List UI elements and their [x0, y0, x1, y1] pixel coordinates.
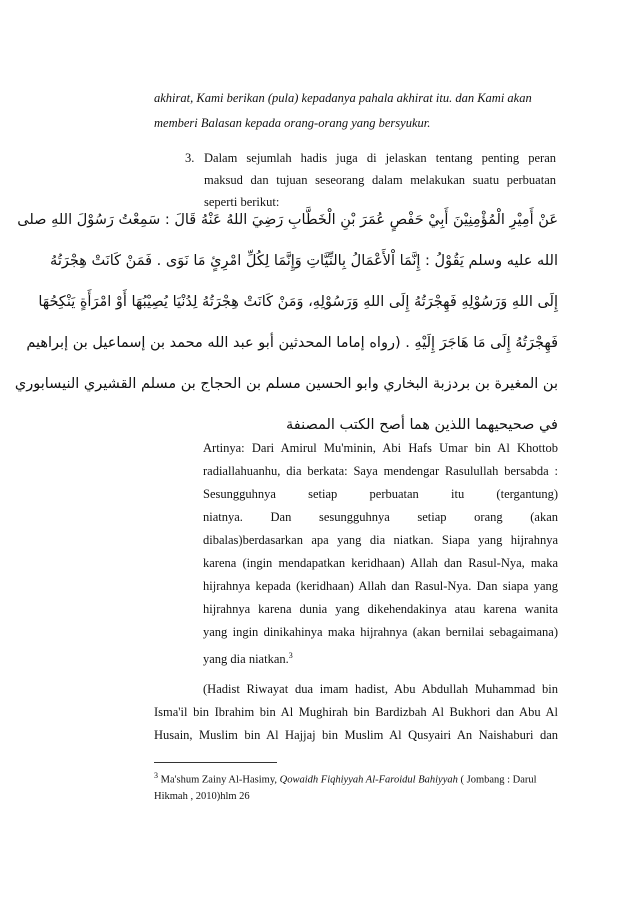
footnote-line-1 — [154, 768, 564, 789]
translation-line: niatnya. Dan sesungguhnya setiap orang (akan — [203, 510, 558, 524]
translation-line: Artinya: Dari Amirul Mu'minin, Abi Hafs Umar bin Al Khottob — [203, 441, 558, 455]
arabic-line-3: إِلَى اللهِ وَرَسُوْلِهِ فَهِجْرَتُهُ إِلَى اللهِ وَرَسُوْلِهِ، وَمَنْ كَانَتْ هِجْرَتُهُ لِدُنْيَا يُصِيْبُهَا أَوْ امْرَأَةٍ يَنْكِحُهَا — [38, 294, 558, 310]
footnote — [154, 768, 564, 805]
point3-line-1: Dalam sejumlah hadis juga di jelaskan tentang penting peran — [204, 151, 556, 165]
point3-line-2: maksud dan tujuan seseorang dalam melakukan suatu perbuatan — [204, 173, 556, 187]
translation-line: Sesungguhnya setiap perbuatan itu (tergantung) — [203, 487, 558, 501]
intro-line-2: memberi Balasan kepada orang-orang yang bersyukur. — [154, 116, 431, 130]
hadist-line: Husain, Muslim bin Al Hajjaj bin Muslim Al Qusyairi An Naishaburi dan — [154, 728, 558, 742]
arabic-line-6: في صحيحيهما اللذين هما أصح الكتب المصنفة — [286, 417, 558, 433]
translation-paragraph — [203, 437, 558, 667]
translation-last-line — [203, 644, 558, 667]
hadist-line: (Hadist Riwayat dua imam hadist, Abu Abdullah Muhammad bin — [203, 682, 558, 696]
translation-line: karena (ingin mendapatkan keridhaan) Allah dan Rasul-Nya, maka — [203, 556, 558, 570]
intro-line-1: akhirat, Kami berikan (pula) kepadanya pahala akhirat itu. dan Kami akan — [154, 91, 532, 105]
footnote-divider — [154, 762, 277, 763]
translation-last-text: yang dia niatkan. — [203, 652, 289, 667]
footnote-line-2: Hikmah , 2010)hlm 26 — [154, 790, 250, 802]
footnote-mark: 3 — [154, 771, 158, 780]
footnote-author: Ma'shum Zainy Al-Hasimy, — [158, 774, 280, 786]
list-number: 3. — [185, 151, 195, 165]
arabic-line-5: بن المغيرة بن بردزبة البخاري وابو الحسين مسلم بن الحجاج بن مسلم القشيري النيسابوري — [14, 376, 558, 392]
footnote-reference[interactable]: 3 — [288, 651, 293, 660]
translation-line: radiallahuanhu, dia berkata: Saya mendengar Rasulullah bersabda : — [203, 464, 558, 478]
point3-line-3: seperti berikut: — [204, 195, 280, 209]
translation-line: dibalas)berdasarkan apa yang dia niatkan. Siapa yang hijrahnya — [203, 533, 558, 547]
translation-line: yang ingin dinikahinya maka hijrahnya (akan bernilai sebagaimana) — [203, 625, 558, 639]
translation-line: hijrahnya kepada (keridhaan) Allah dan Rasul-Nya. Dan siapa yang — [203, 579, 558, 593]
hadist-paragraph — [154, 678, 558, 747]
intro-paragraph — [154, 88, 554, 133]
arabic-line-2: الله عليه وسلم يَقُوْلُ : إِنَّمَا اْلأَعْمَالُ بِالنِّيَّاتِ وَإِنَّمَا لِكُلِّ امْرِئٍ مَا نَوَى . فَمَنْ كَانَتْ هِجْرَتُهُ — [50, 253, 558, 269]
hadist-line: Isma'il bin Ibrahim bin Al Mughirah bin Bardizbah Al Bukhori dan Abu Al — [154, 705, 558, 719]
footnote-title: Qowaidh Fiqhiyyah Al-Faroidul Bahiyyah — [279, 774, 458, 786]
arabic-line-1: عَنْ أَمِيْرِ الْمُؤْمِنِيْنَ أَبِيْ حَفْصٍ عُمَرَ بْنِ الْخَطَّابِ رَضِيَ اللهُ عَنْهُ قَالَ : سَمِعْتُ رَسُوْلَ اللهِ صلى — [17, 212, 558, 228]
footnote-publisher: ( Jombang : Darul — [457, 774, 537, 786]
arabic-line-4: فَهِجْرَتُهُ إِلَى مَا هَاجَرَ إِلَيْهِ . (رواه إماما المحدثين أبو عبد الله محمد بن إسماعيل بن إبراهيم — [26, 335, 558, 351]
arabic-hadith — [14, 200, 558, 446]
translation-line: hijrahnya karena dunia yang dikehendakinya atau karena wanita — [203, 602, 558, 616]
